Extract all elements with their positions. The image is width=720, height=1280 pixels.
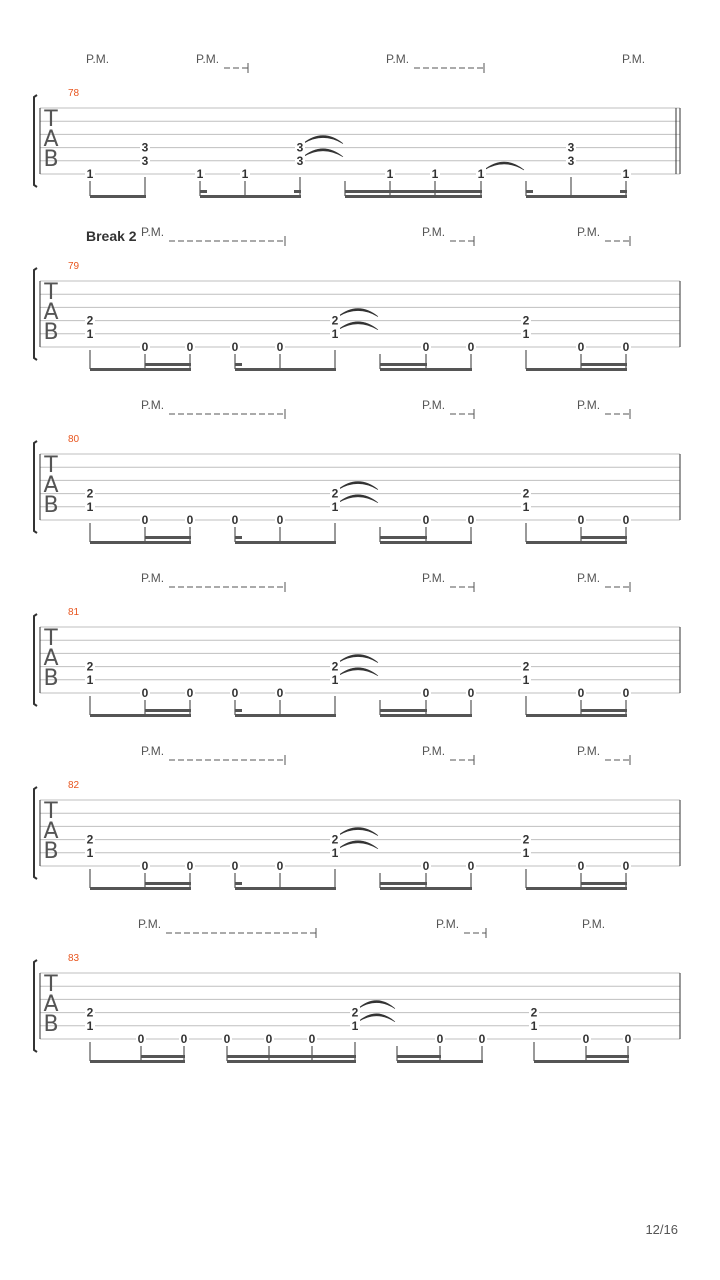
beam — [526, 368, 627, 371]
fret-number: 1 — [331, 326, 339, 341]
palm-mute-label: P.M. — [577, 744, 601, 758]
fret-number: 0 — [231, 686, 239, 700]
tie-arc — [338, 495, 378, 503]
tie-arc — [338, 322, 378, 330]
beam — [380, 541, 472, 544]
beam — [235, 368, 336, 371]
tab-clef-letter: A — [43, 473, 59, 498]
beam — [235, 541, 336, 544]
page-number: 12/16 — [645, 1222, 678, 1237]
system-bracket — [34, 960, 37, 1052]
secondary-beam — [581, 709, 627, 712]
measure-number: 78 — [68, 88, 80, 99]
fret-number: 2 — [331, 313, 339, 328]
fret-number: 0 — [422, 859, 430, 873]
fret-number: 0 — [276, 686, 284, 700]
tab-clef-letter: A — [43, 819, 59, 844]
secondary-beam — [345, 190, 482, 193]
fret-number: 1 — [331, 499, 339, 514]
beam — [227, 1060, 356, 1063]
fret-number: 0 — [223, 1032, 231, 1046]
beam — [526, 714, 627, 717]
fret-number: 2 — [86, 1005, 94, 1020]
fret-number: 2 — [331, 659, 339, 674]
beam — [90, 368, 191, 371]
tab-clef-letter: B — [43, 147, 59, 172]
system-bracket — [34, 614, 37, 706]
palm-mute-label: P.M. — [141, 225, 165, 239]
measure-number: 83 — [68, 953, 80, 964]
tab-clef-letter: T — [44, 799, 58, 824]
tie-arc — [338, 668, 378, 676]
fret-number: 1 — [331, 845, 339, 860]
system-bracket — [34, 95, 37, 187]
palm-mute-label: P.M. — [86, 52, 110, 66]
tab-clef-letter: B — [43, 493, 59, 518]
fret-number: 0 — [308, 1032, 316, 1046]
beam — [534, 1060, 629, 1063]
fret-number: 0 — [186, 686, 194, 700]
palm-mute-label: P.M. — [422, 744, 446, 758]
fret-number: 0 — [276, 513, 284, 527]
fret-number: 0 — [180, 1032, 188, 1046]
tie-arc — [338, 655, 378, 663]
palm-mute-label: P.M. — [436, 917, 460, 931]
beam — [526, 541, 627, 544]
fret-number: 1 — [351, 1018, 359, 1033]
fret-number: 0 — [231, 513, 239, 527]
fret-number: 1 — [86, 167, 94, 181]
palm-mute-label: P.M. — [577, 225, 601, 239]
fret-number: 1 — [86, 1018, 94, 1033]
fret-number: 0 — [231, 859, 239, 873]
fret-number: 1 — [331, 672, 339, 687]
beam — [235, 887, 336, 890]
secondary-beam — [581, 363, 627, 366]
fret-number: 2 — [522, 486, 530, 501]
tab-clef-letter: T — [44, 280, 58, 305]
tab-clef-letter: A — [43, 992, 59, 1017]
fret-number: 3 — [141, 153, 149, 168]
secondary-beam — [380, 709, 427, 712]
secondary-beam — [227, 1055, 356, 1058]
fret-number: 1 — [241, 167, 249, 181]
fret-number: 1 — [530, 1018, 538, 1033]
tab-clef-letter: T — [44, 453, 58, 478]
beam — [90, 541, 191, 544]
palm-mute-label: P.M. — [141, 744, 165, 758]
beam — [397, 1060, 483, 1063]
system-bracket — [34, 268, 37, 360]
secondary-beam — [200, 190, 207, 193]
fret-number: 1 — [477, 167, 485, 181]
measure-number: 80 — [68, 434, 80, 445]
fret-number: 0 — [624, 1032, 632, 1046]
palm-mute-label: P.M. — [141, 398, 165, 412]
beam — [90, 1060, 185, 1063]
fret-number: 0 — [186, 340, 194, 354]
fret-number: 0 — [141, 859, 149, 873]
secondary-beam — [235, 882, 242, 885]
fret-number: 0 — [467, 513, 475, 527]
beam — [380, 887, 472, 890]
beam — [90, 195, 146, 198]
tie-arc — [338, 482, 378, 490]
measure-number: 79 — [68, 261, 80, 272]
palm-mute-label: P.M. — [622, 52, 646, 66]
fret-number: 0 — [276, 859, 284, 873]
tie-arc — [484, 162, 524, 170]
fret-number: 2 — [351, 1005, 359, 1020]
fret-number: 1 — [431, 167, 439, 181]
fret-number: 2 — [86, 659, 94, 674]
beam — [526, 887, 627, 890]
fret-number: 0 — [622, 686, 630, 700]
tab-clef-letter: A — [43, 127, 59, 152]
tab-clef-letter: B — [43, 666, 59, 691]
fret-number: 2 — [530, 1005, 538, 1020]
beam — [90, 887, 191, 890]
beam — [380, 714, 472, 717]
tab-clef-letter: T — [44, 107, 58, 132]
fret-number: 0 — [276, 340, 284, 354]
fret-number: 0 — [467, 859, 475, 873]
palm-mute-label: P.M. — [577, 571, 601, 585]
secondary-beam — [145, 709, 191, 712]
fret-number: 0 — [141, 340, 149, 354]
tie-arc — [303, 149, 343, 157]
fret-number: 0 — [577, 859, 585, 873]
secondary-beam — [235, 536, 242, 539]
secondary-beam — [380, 363, 427, 366]
fret-number: 0 — [186, 513, 194, 527]
fret-number: 2 — [86, 313, 94, 328]
fret-number: 1 — [386, 167, 394, 181]
fret-number: 0 — [582, 1032, 590, 1046]
fret-number: 1 — [86, 499, 94, 514]
fret-number: 3 — [296, 153, 304, 168]
fret-number: 0 — [622, 340, 630, 354]
tab-clef-letter: B — [43, 1012, 59, 1037]
fret-number: 2 — [522, 659, 530, 674]
palm-mute-label: P.M. — [141, 571, 165, 585]
tie-arc — [338, 841, 378, 849]
system-bracket — [34, 441, 37, 533]
fret-number: 1 — [522, 499, 530, 514]
system-bracket — [34, 787, 37, 879]
fret-number: 1 — [622, 167, 630, 181]
palm-mute-label: P.M. — [138, 917, 162, 931]
fret-number: 3 — [296, 140, 304, 155]
palm-mute-label: P.M. — [422, 398, 446, 412]
secondary-beam — [235, 709, 242, 712]
secondary-beam — [145, 882, 191, 885]
fret-number: 1 — [522, 326, 530, 341]
measure-number: 82 — [68, 780, 80, 791]
fret-number: 2 — [522, 832, 530, 847]
palm-mute-label: P.M. — [196, 52, 220, 66]
secondary-beam — [294, 190, 301, 193]
fret-number: 0 — [577, 686, 585, 700]
fret-number: 0 — [422, 513, 430, 527]
tie-arc — [338, 828, 378, 836]
beam — [235, 714, 336, 717]
secondary-beam — [380, 882, 427, 885]
tie-arc — [358, 1014, 395, 1022]
fret-number: 1 — [522, 672, 530, 687]
secondary-beam — [397, 1055, 441, 1058]
fret-number: 3 — [141, 140, 149, 155]
beam — [200, 195, 301, 198]
fret-number: 0 — [577, 340, 585, 354]
secondary-beam — [145, 536, 191, 539]
fret-number: 0 — [478, 1032, 486, 1046]
fret-number: 1 — [86, 672, 94, 687]
fret-number: 2 — [522, 313, 530, 328]
fret-number: 0 — [622, 513, 630, 527]
tie-arc — [303, 136, 343, 144]
fret-number: 1 — [86, 845, 94, 860]
fret-number: 0 — [467, 340, 475, 354]
fret-number: 2 — [86, 486, 94, 501]
beam — [90, 714, 191, 717]
tab-clef-letter: A — [43, 300, 59, 325]
fret-number: 0 — [231, 340, 239, 354]
tab-clef-letter: B — [43, 839, 59, 864]
beam — [526, 195, 627, 198]
tie-arc — [338, 309, 378, 317]
secondary-beam — [141, 1055, 185, 1058]
palm-mute-label: P.M. — [422, 571, 446, 585]
fret-number: 0 — [577, 513, 585, 527]
tab-clef-letter: A — [43, 646, 59, 671]
palm-mute-label: P.M. — [582, 917, 606, 931]
fret-number: 0 — [186, 859, 194, 873]
fret-number: 2 — [86, 832, 94, 847]
fret-number: 1 — [522, 845, 530, 860]
fret-number: 0 — [137, 1032, 145, 1046]
fret-number: 0 — [422, 340, 430, 354]
tie-arc — [358, 1001, 395, 1009]
fret-number: 1 — [196, 167, 204, 181]
fret-number: 1 — [86, 326, 94, 341]
secondary-beam — [380, 536, 427, 539]
palm-mute-label: P.M. — [386, 52, 410, 66]
secondary-beam — [581, 882, 627, 885]
fret-number: 3 — [567, 153, 575, 168]
fret-number: 0 — [141, 513, 149, 527]
palm-mute-label: P.M. — [577, 398, 601, 412]
fret-number: 0 — [422, 686, 430, 700]
tab-clef-letter: T — [44, 972, 58, 997]
tab-clef-letter: B — [43, 320, 59, 345]
fret-number: 0 — [265, 1032, 273, 1046]
fret-number: 2 — [331, 486, 339, 501]
section-label: Break 2 — [86, 228, 137, 244]
secondary-beam — [586, 1055, 629, 1058]
fret-number: 0 — [622, 859, 630, 873]
fret-number: 0 — [436, 1032, 444, 1046]
tab-clef-letter: T — [44, 626, 58, 651]
palm-mute-label: P.M. — [422, 225, 446, 239]
secondary-beam — [235, 363, 242, 366]
secondary-beam — [145, 363, 191, 366]
secondary-beam — [581, 536, 627, 539]
fret-number: 2 — [331, 832, 339, 847]
fret-number: 0 — [467, 686, 475, 700]
beam — [345, 195, 482, 198]
fret-number: 0 — [141, 686, 149, 700]
secondary-beam — [526, 190, 533, 193]
measure-number: 81 — [68, 607, 80, 618]
beam — [380, 368, 472, 371]
secondary-beam — [620, 190, 627, 193]
fret-number: 3 — [567, 140, 575, 155]
